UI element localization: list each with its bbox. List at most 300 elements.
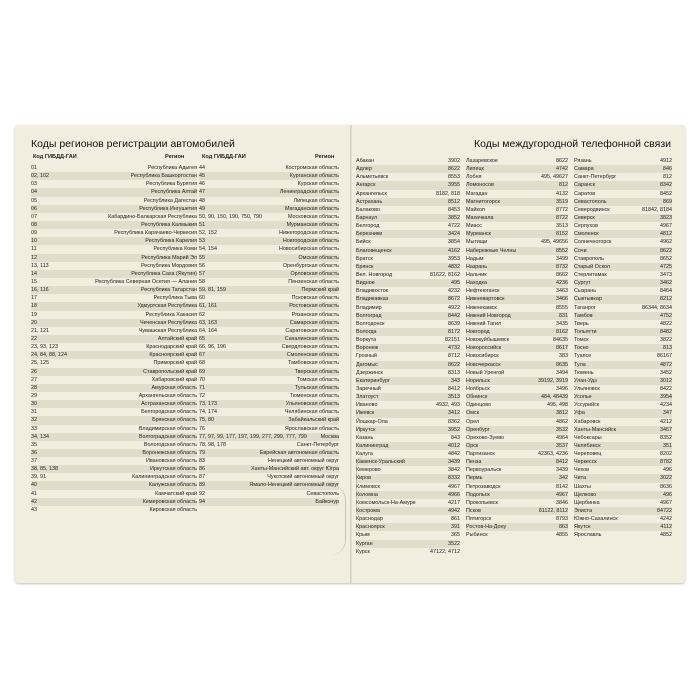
table-row: [466, 352, 568, 360]
table-row: [466, 287, 568, 295]
region-name: Ямало-Ненецкий автономный округ: [249, 482, 339, 489]
region-code: 31: [31, 409, 37, 416]
city-name: Кемерово: [356, 467, 381, 474]
city-name: Чехов: [574, 467, 589, 474]
dial-code: 8453: [448, 206, 460, 213]
region-name: Ненецкий автономный округ: [268, 458, 339, 465]
dial-code: 8555: [556, 304, 568, 311]
dial-code: 863: [559, 524, 568, 531]
city-name: Крым: [356, 532, 370, 539]
header-code-1: Код ГИБДД-ГАИ: [33, 154, 77, 160]
table-row: [574, 222, 672, 230]
dial-code: 495, 49627: [541, 174, 568, 181]
city-name: Томск: [574, 337, 589, 344]
region-name: Калужская область: [148, 482, 197, 489]
city-name: Каменск-Уральский: [356, 459, 405, 466]
dial-code: 8622: [448, 166, 460, 173]
table-row: [356, 418, 460, 426]
region-name: Московская область: [287, 213, 339, 220]
region-name: Москва: [320, 433, 339, 440]
table-row: [199, 278, 339, 286]
table-row: [356, 230, 460, 238]
region-name: Курская область: [297, 181, 339, 188]
table-row: [466, 507, 568, 515]
region-name: Рязанская область: [291, 311, 339, 318]
region-name: Ленинградская область: [279, 189, 339, 196]
city-name: Сургут: [574, 280, 591, 287]
region-code: 70: [199, 376, 205, 383]
table-row: [466, 190, 568, 198]
region-name: Республика Дагестан: [143, 197, 197, 204]
table-row: [356, 344, 460, 352]
dial-code: 8464: [660, 288, 672, 295]
city-name: Златоуст: [356, 394, 379, 401]
table-row: [199, 311, 339, 319]
region-name: Астраханская область: [141, 401, 197, 408]
city-name: Орел: [466, 418, 480, 425]
table-row: [356, 238, 460, 246]
region-name: Владимирская область: [138, 425, 197, 432]
table-row: [199, 457, 339, 465]
table-row: [356, 531, 460, 539]
city-name: Калининград: [356, 442, 389, 449]
dial-code: 4217: [448, 499, 460, 506]
city-name: Новочеркасск: [466, 361, 501, 368]
region-code: 17: [31, 295, 37, 302]
table-row: [574, 369, 672, 377]
table-row: [466, 344, 568, 352]
table-row: [31, 270, 197, 278]
region-name: Калининградская область: [132, 474, 197, 481]
city-name: Оренбург: [466, 426, 490, 433]
region-code: 16, 116: [31, 287, 49, 294]
region-code: 05: [31, 197, 37, 204]
left-page: [15, 125, 350, 583]
table-row: [356, 450, 460, 458]
dial-code: 8142: [556, 483, 568, 490]
dial-code: 351: [663, 442, 672, 449]
city-name: Альметьевск: [356, 174, 389, 181]
table-row: [356, 352, 460, 360]
region-name: Республика Мордовия: [140, 262, 197, 269]
region-code: 53: [199, 238, 205, 245]
table-row: [574, 198, 672, 206]
table-row: [31, 172, 197, 180]
region-name: Республика Алтай: [151, 189, 197, 196]
region-code: 30: [31, 401, 37, 408]
table-row: [356, 499, 460, 507]
region-code: 12: [31, 254, 37, 261]
dial-code: 8442: [448, 312, 460, 319]
region-code: 44: [199, 165, 205, 171]
region-code: 36: [31, 449, 37, 456]
dial-code: 8712: [448, 353, 460, 360]
table-row: [31, 221, 197, 229]
dial-code: 8482: [660, 328, 672, 335]
region-name: Вологодская область: [143, 441, 197, 448]
city-name: Новокуйбышевск: [466, 337, 509, 344]
table-row: [31, 408, 197, 416]
table-row: [466, 312, 568, 320]
table-row: [199, 359, 339, 367]
region-code: 15: [31, 278, 37, 285]
table-row: [574, 352, 672, 360]
dial-code: 8172: [448, 328, 460, 335]
city-name: Солнечногорск: [574, 239, 612, 246]
table-row: [356, 434, 460, 442]
table-row: [31, 343, 197, 351]
city-name: Севастополь: [574, 198, 607, 205]
table-row: [466, 173, 568, 181]
city-name: Ставрополь: [574, 255, 604, 262]
table-row: [574, 230, 672, 238]
region-name: Красноярский край: [149, 352, 197, 359]
dial-code: 8662: [556, 271, 568, 278]
region-name: Омская область: [298, 254, 339, 261]
table-row: [199, 384, 339, 392]
table-row: [356, 206, 460, 214]
region-code: 07: [31, 213, 37, 220]
city-name: Дзержинск: [356, 369, 383, 376]
header-code-2: Код ГИБДД-ГАИ: [202, 154, 246, 160]
dial-code: 8412: [556, 459, 568, 466]
city-name: Прокопьевск: [466, 499, 498, 506]
dial-code: 8635: [556, 361, 568, 368]
table-row: [356, 312, 460, 320]
dial-code: 484, 48439: [541, 394, 568, 401]
region-name: Костромская область: [285, 165, 339, 171]
region-code: 50, 90, 150, 190, 750, 790: [199, 213, 262, 220]
table-row: [31, 490, 197, 498]
region-code: 48: [199, 197, 205, 204]
dial-code: 4132: [556, 190, 568, 197]
table-row: [574, 442, 672, 450]
dial-code: 365: [451, 532, 460, 539]
region-code: 58: [199, 278, 205, 285]
table-row: [31, 213, 197, 221]
city-name: Назрань: [466, 263, 488, 270]
region-code: 94: [199, 498, 205, 505]
table-row: [356, 198, 460, 206]
table-row: [356, 181, 460, 189]
table-row: [199, 490, 339, 498]
region-code: 37: [31, 458, 37, 465]
region-name: Еврейская автономная область: [259, 449, 339, 456]
table-row: [356, 304, 460, 312]
city-name: Смоленск: [574, 231, 599, 238]
dial-code: 347: [663, 410, 672, 417]
table-row: [356, 320, 460, 328]
table-row: [574, 190, 672, 198]
city-name: Нижний Тагил: [466, 320, 502, 327]
city-name: Рязань: [574, 158, 592, 164]
dial-code: 383: [559, 353, 568, 360]
table-row: [31, 245, 197, 253]
dial-code: 861: [451, 516, 460, 523]
table-row: [31, 351, 197, 359]
region-code: 08: [31, 221, 37, 228]
table-row: [466, 458, 568, 466]
city-name: Северодвинск: [574, 206, 610, 213]
table-row: [466, 198, 568, 206]
page-title-phone-codes: Коды междугородной телефонной связи: [473, 138, 671, 150]
table-row: [199, 237, 339, 245]
dial-code: 47122, 4712: [430, 548, 460, 555]
city-name: Якутск: [574, 524, 591, 531]
region-code: 61, 161: [199, 303, 217, 310]
dial-code: 81622, 8162: [430, 271, 460, 278]
table-row: [31, 441, 197, 449]
dial-code: 8422: [660, 385, 672, 392]
region-code: 27: [31, 376, 37, 383]
region-name: Новгородская область: [282, 238, 339, 245]
dial-code: 8617: [556, 345, 568, 352]
city-name: Бийск: [356, 239, 371, 246]
dial-code: 4234: [660, 402, 672, 409]
table-row: [31, 262, 197, 270]
table-row: [574, 287, 672, 295]
dial-code: 4855: [556, 532, 568, 539]
city-name: Первоуральск: [466, 467, 502, 474]
region-name: Тюменская область: [289, 392, 339, 399]
table-row: [31, 416, 197, 424]
table-row: [466, 369, 568, 377]
region-code: 57: [199, 270, 205, 277]
city-name: Волгоград: [356, 312, 382, 319]
city-name: Усолье: [574, 394, 592, 401]
table-row: [466, 320, 568, 328]
dial-code: 4862: [556, 418, 568, 425]
table-row: [356, 336, 460, 344]
table-row: [466, 491, 568, 499]
region-code: 49: [199, 205, 205, 212]
table-row: [199, 245, 339, 253]
table-row: [466, 466, 568, 474]
region-name: Краснодарский край: [146, 344, 197, 351]
table-row: [574, 344, 672, 352]
region-name: Чувашская Республика: [138, 327, 197, 334]
region-code: 04: [31, 189, 37, 196]
region-name: Курганская область: [289, 173, 339, 180]
dial-code: 4242: [660, 516, 672, 523]
city-name: Тверь: [574, 320, 589, 327]
city-name: Ломоносов: [466, 182, 494, 189]
region-name: Ульяновская область: [285, 401, 339, 408]
city-name: Курск: [356, 548, 370, 555]
region-name: Нижегородская область: [279, 230, 339, 237]
city-name: Петрозаводск: [466, 483, 501, 490]
region-name: Ханты-Мансийский авт. округ Югра: [251, 466, 339, 473]
city-name: Иркутск: [356, 426, 376, 433]
table-row: [199, 392, 339, 400]
table-row: [356, 401, 460, 409]
region-name: Свердловская область: [281, 344, 339, 351]
dial-code: 3513: [556, 223, 568, 230]
dial-code: 3496: [556, 385, 568, 392]
table-row: [356, 165, 460, 173]
dial-code: 3955: [448, 182, 460, 189]
table-row: [466, 483, 568, 491]
table-row: [466, 499, 568, 507]
table-row: [31, 368, 197, 376]
city-name: Ульяновск: [574, 385, 600, 392]
table-row: [466, 442, 568, 450]
table-row: [466, 304, 568, 312]
table-row: [356, 287, 460, 295]
city-name: Адлер: [356, 166, 372, 173]
table-row: [574, 434, 672, 442]
dial-code: 3513: [448, 394, 460, 401]
city-name: Видное: [356, 280, 375, 287]
table-row: [199, 172, 339, 180]
dial-code: 84722: [657, 508, 672, 515]
table-row: [466, 434, 568, 442]
city-name: Самара: [574, 166, 594, 173]
dial-code: 4162: [448, 247, 460, 254]
dial-code: 4832: [448, 263, 460, 270]
table-row: [31, 400, 197, 408]
dial-code: 869: [663, 198, 672, 205]
city-name: Омск: [466, 410, 479, 417]
table-row: [31, 335, 197, 343]
city-name: Набережные Челны: [466, 247, 517, 254]
vehicle-codes-column-1: [31, 164, 197, 514]
dial-code: 3494: [556, 369, 568, 376]
table-row: [356, 255, 460, 263]
region-code: 42: [31, 498, 37, 505]
dial-code: 8732: [556, 263, 568, 270]
table-row: [356, 515, 460, 523]
dial-code: 495, 49656: [541, 239, 568, 246]
city-name: Подольск: [466, 491, 490, 498]
region-name: Республика Ингушетия: [139, 205, 197, 212]
city-name: Партизанск: [466, 451, 495, 458]
region-name: Республика Калмыкия: [141, 221, 197, 228]
dial-code: 39192, 3919: [538, 377, 568, 384]
region-name: Хабаровский край: [151, 376, 197, 383]
region-name: Тверская область: [294, 368, 339, 375]
table-row: [466, 238, 568, 246]
city-name: Тула: [574, 361, 586, 368]
table-row: [356, 214, 460, 222]
dial-code: 8412: [448, 385, 460, 392]
table-row: [356, 263, 460, 271]
phone-codes-column-2: [466, 157, 568, 540]
region-code: 18: [31, 303, 37, 310]
table-row: [31, 302, 197, 310]
table-row: [199, 425, 339, 433]
city-name: Пятигорск: [466, 516, 492, 523]
region-name: Томская область: [296, 376, 339, 383]
dial-code: 8332: [448, 475, 460, 482]
table-row: [574, 458, 672, 466]
table-row: [574, 491, 672, 499]
region-code: 87: [199, 474, 205, 481]
dial-code: 4852: [660, 532, 672, 539]
table-row: [31, 180, 197, 188]
region-name: Алтайский край: [157, 335, 197, 342]
region-code: 09: [31, 230, 37, 237]
dial-code: 8512: [448, 198, 460, 205]
table-row: [199, 205, 339, 213]
region-code: 01: [31, 165, 37, 171]
dial-code: 8452: [660, 190, 672, 197]
table-row: [466, 165, 568, 173]
city-name: Дагомыс: [356, 361, 378, 368]
city-name: Таганрог: [574, 304, 596, 311]
city-name: Владимир: [356, 304, 382, 311]
region-code: 38, 85, 138: [31, 466, 58, 473]
table-row: [356, 540, 460, 548]
table-row: [31, 197, 197, 205]
dial-code: 4752: [660, 312, 672, 319]
table-row: [574, 409, 672, 417]
region-code: 60: [199, 295, 205, 302]
region-name: Тамбовская область: [287, 360, 339, 367]
table-row: [31, 384, 197, 392]
region-code: 55: [199, 254, 205, 261]
region-code: 13, 113: [31, 262, 49, 269]
city-name: Иваново: [356, 402, 378, 409]
table-row: [31, 498, 197, 506]
dial-code: 82151: [445, 337, 460, 344]
table-row: [356, 474, 460, 482]
header-region-1: Регион: [165, 154, 185, 160]
city-name: Новгород: [466, 328, 490, 335]
dial-code: 3452: [660, 369, 672, 376]
dial-code: 3519: [556, 198, 568, 205]
dial-code: 8553: [448, 174, 460, 181]
region-name: Байконур: [315, 498, 339, 505]
region-name: Республика Бурятия: [145, 181, 197, 188]
city-name: Нижневартовск: [466, 296, 505, 303]
city-name: Владивосток: [356, 288, 389, 295]
dial-code: 4912: [660, 158, 672, 164]
table-row: [466, 271, 568, 279]
table-row: [199, 294, 339, 302]
city-name: Чита: [574, 475, 587, 482]
dial-code: 8362: [448, 418, 460, 425]
city-name: Шахты: [574, 483, 591, 490]
dial-code: 3823: [660, 214, 672, 221]
city-name: Махачкала: [466, 214, 494, 221]
city-name: Саратов: [574, 190, 596, 197]
region-name: Воронежская область: [142, 449, 197, 456]
dial-code: 4966: [448, 491, 460, 498]
dial-code: 8639: [448, 320, 460, 327]
dial-code: 4232: [448, 288, 460, 295]
region-code: 66, 96, 196: [199, 344, 226, 351]
city-name: Пермь: [466, 475, 483, 482]
phone-codes-column-3: [574, 157, 672, 540]
region-code: 64, 164: [199, 327, 217, 334]
dial-code: 4842: [448, 451, 460, 458]
dial-code: 496: [663, 491, 672, 498]
table-row: [199, 376, 339, 384]
dial-code: 3522: [448, 540, 460, 547]
region-name: Кемеровская область: [142, 498, 197, 505]
table-row: [356, 377, 460, 385]
dial-code: 495, 498: [547, 402, 568, 409]
table-row: [574, 450, 672, 458]
dial-code: 8672: [448, 296, 460, 303]
table-row: [574, 336, 672, 344]
table-row: [31, 327, 197, 335]
table-row: [31, 359, 197, 367]
dial-code: 8652: [660, 255, 672, 262]
dial-code: 8212: [660, 296, 672, 303]
table-row: [199, 400, 339, 408]
